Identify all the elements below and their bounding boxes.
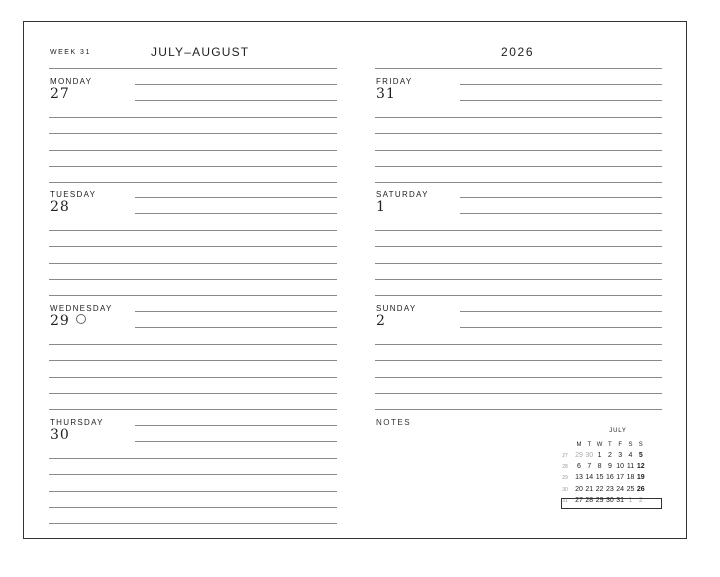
day-number-value: 30 [50,427,70,443]
ruled-line [49,344,337,345]
ruled-line [49,393,337,394]
heading-line [135,213,337,214]
day-name: SATURDAY [376,190,429,199]
notes-rule [375,409,662,410]
calendar-day: 25 [626,485,635,493]
weekday-header: W [596,442,603,448]
calendar-day: 18 [626,474,635,482]
heading-line [460,327,662,328]
ruled-line [49,133,337,134]
heading-line [460,197,662,198]
calendar-day: 29 [575,452,583,459]
ruled-line [375,377,662,378]
heading-line [135,441,337,442]
day-number-value: 2 [376,313,386,329]
calendar-day: 9 [607,463,612,471]
calendar-day: 6 [577,463,581,471]
mini-calendar-title: JULY [609,428,627,434]
ruled-line [49,474,337,475]
ruled-line [375,117,662,118]
ruled-line [375,263,662,264]
calendar-day: 2 [638,496,643,504]
ruled-line [375,393,662,394]
calendar-day: 29 [595,496,604,504]
day-name: TUESDAY [50,190,97,199]
ruled-line [375,182,662,183]
ruled-line [49,246,337,247]
day-name: WEDNESDAY [50,304,113,313]
calendar-day: 5 [638,452,643,459]
current-week-highlight [561,498,662,509]
notes-label: NOTES [376,418,412,427]
day-number-value: 27 [50,86,70,102]
calendar-day: 1 [628,496,633,504]
day-name: THURSDAY [50,418,104,427]
heading-line [460,84,662,85]
calendar-day: 10 [616,463,625,471]
heading-line [135,425,337,426]
ruled-line [375,230,662,231]
calendar-day: 14 [585,474,594,482]
week-number: 31 [562,497,568,504]
heading-line [135,311,337,312]
calendar-day: 11 [626,463,635,471]
ruled-line [49,182,337,183]
heading-line [460,213,662,214]
day-number-value: 29 [50,313,70,329]
heading-line [135,327,337,328]
calendar-day: 17 [616,474,625,482]
calendar-day: 3 [618,452,623,459]
weekday-header: T [587,442,592,448]
heading-line [135,197,337,198]
ruled-line [375,295,662,296]
ruled-line [49,458,337,459]
weekday-header: M [576,442,582,448]
header-rule [375,68,662,69]
calendar-day: 8 [597,463,602,471]
day-number [376,86,396,102]
weekday-header: T [608,442,612,448]
day-number [50,427,70,443]
ruled-line [49,263,337,264]
week-number: 27 [562,453,568,459]
ruled-line [49,360,337,361]
calendar-day: 21 [585,485,594,493]
heading-line [135,100,337,101]
weekday-header: S [638,442,643,448]
day-number [376,199,386,215]
ruled-line [375,360,662,361]
year-label: 2026 [501,45,535,59]
calendar-day: 20 [575,485,583,493]
calendar-day: 2 [607,452,612,459]
ruled-line [49,491,337,492]
calendar-day: 27 [575,496,583,504]
ruled-line [49,166,337,167]
calendar-day: 12 [636,463,645,471]
ruled-line [49,150,337,151]
week-number: 29 [562,475,568,482]
day-number [50,199,70,215]
ruled-line [375,246,662,247]
calendar-day: 30 [605,496,614,504]
calendar-day: 1 [597,452,602,459]
weekday-header: S [628,442,633,448]
day-name: MONDAY [50,77,93,86]
ruled-line [375,279,662,280]
day-number-value: 28 [50,199,70,215]
week-number: 30 [562,486,568,493]
week-number: 28 [562,464,568,471]
ruled-line [375,344,662,345]
day-name: FRIDAY [376,77,413,86]
calendar-day: 22 [595,485,604,493]
calendar-day: 4 [628,452,633,459]
ruled-line [49,523,337,524]
heading-line [460,311,662,312]
calendar-day: 24 [616,485,625,493]
day-number-value: 31 [376,86,396,102]
day-number [50,86,70,102]
calendar-day: 28 [585,496,594,504]
ruled-line [375,166,662,167]
ruled-line [49,377,337,378]
heading-line [460,100,662,101]
ruled-line [375,150,662,151]
ruled-line [49,279,337,280]
day-name: SUNDAY [376,304,417,313]
month-range: JULY–AUGUST [151,45,250,59]
calendar-day: 31 [616,496,625,504]
day-number [376,313,386,329]
calendar-day: 23 [605,485,614,493]
calendar-day: 16 [605,474,614,482]
header-rule [49,68,337,69]
calendar-day: 13 [575,474,583,482]
calendar-day: 15 [595,474,604,482]
ruled-line [49,507,337,508]
day-number [50,313,86,329]
weekday-header: F [618,442,623,448]
calendar-day: 30 [585,452,594,459]
heading-line [135,84,337,85]
ruled-line [49,117,337,118]
day-number-value: 1 [376,199,386,215]
full-moon-icon [76,314,86,324]
calendar-day: 26 [636,485,645,493]
calendar-day: 19 [636,474,645,482]
ruled-line [49,295,337,296]
ruled-line [49,230,337,231]
ruled-line [49,409,337,410]
calendar-day: 7 [587,463,592,471]
ruled-line [375,133,662,134]
week-label: WEEK 31 [50,49,91,56]
